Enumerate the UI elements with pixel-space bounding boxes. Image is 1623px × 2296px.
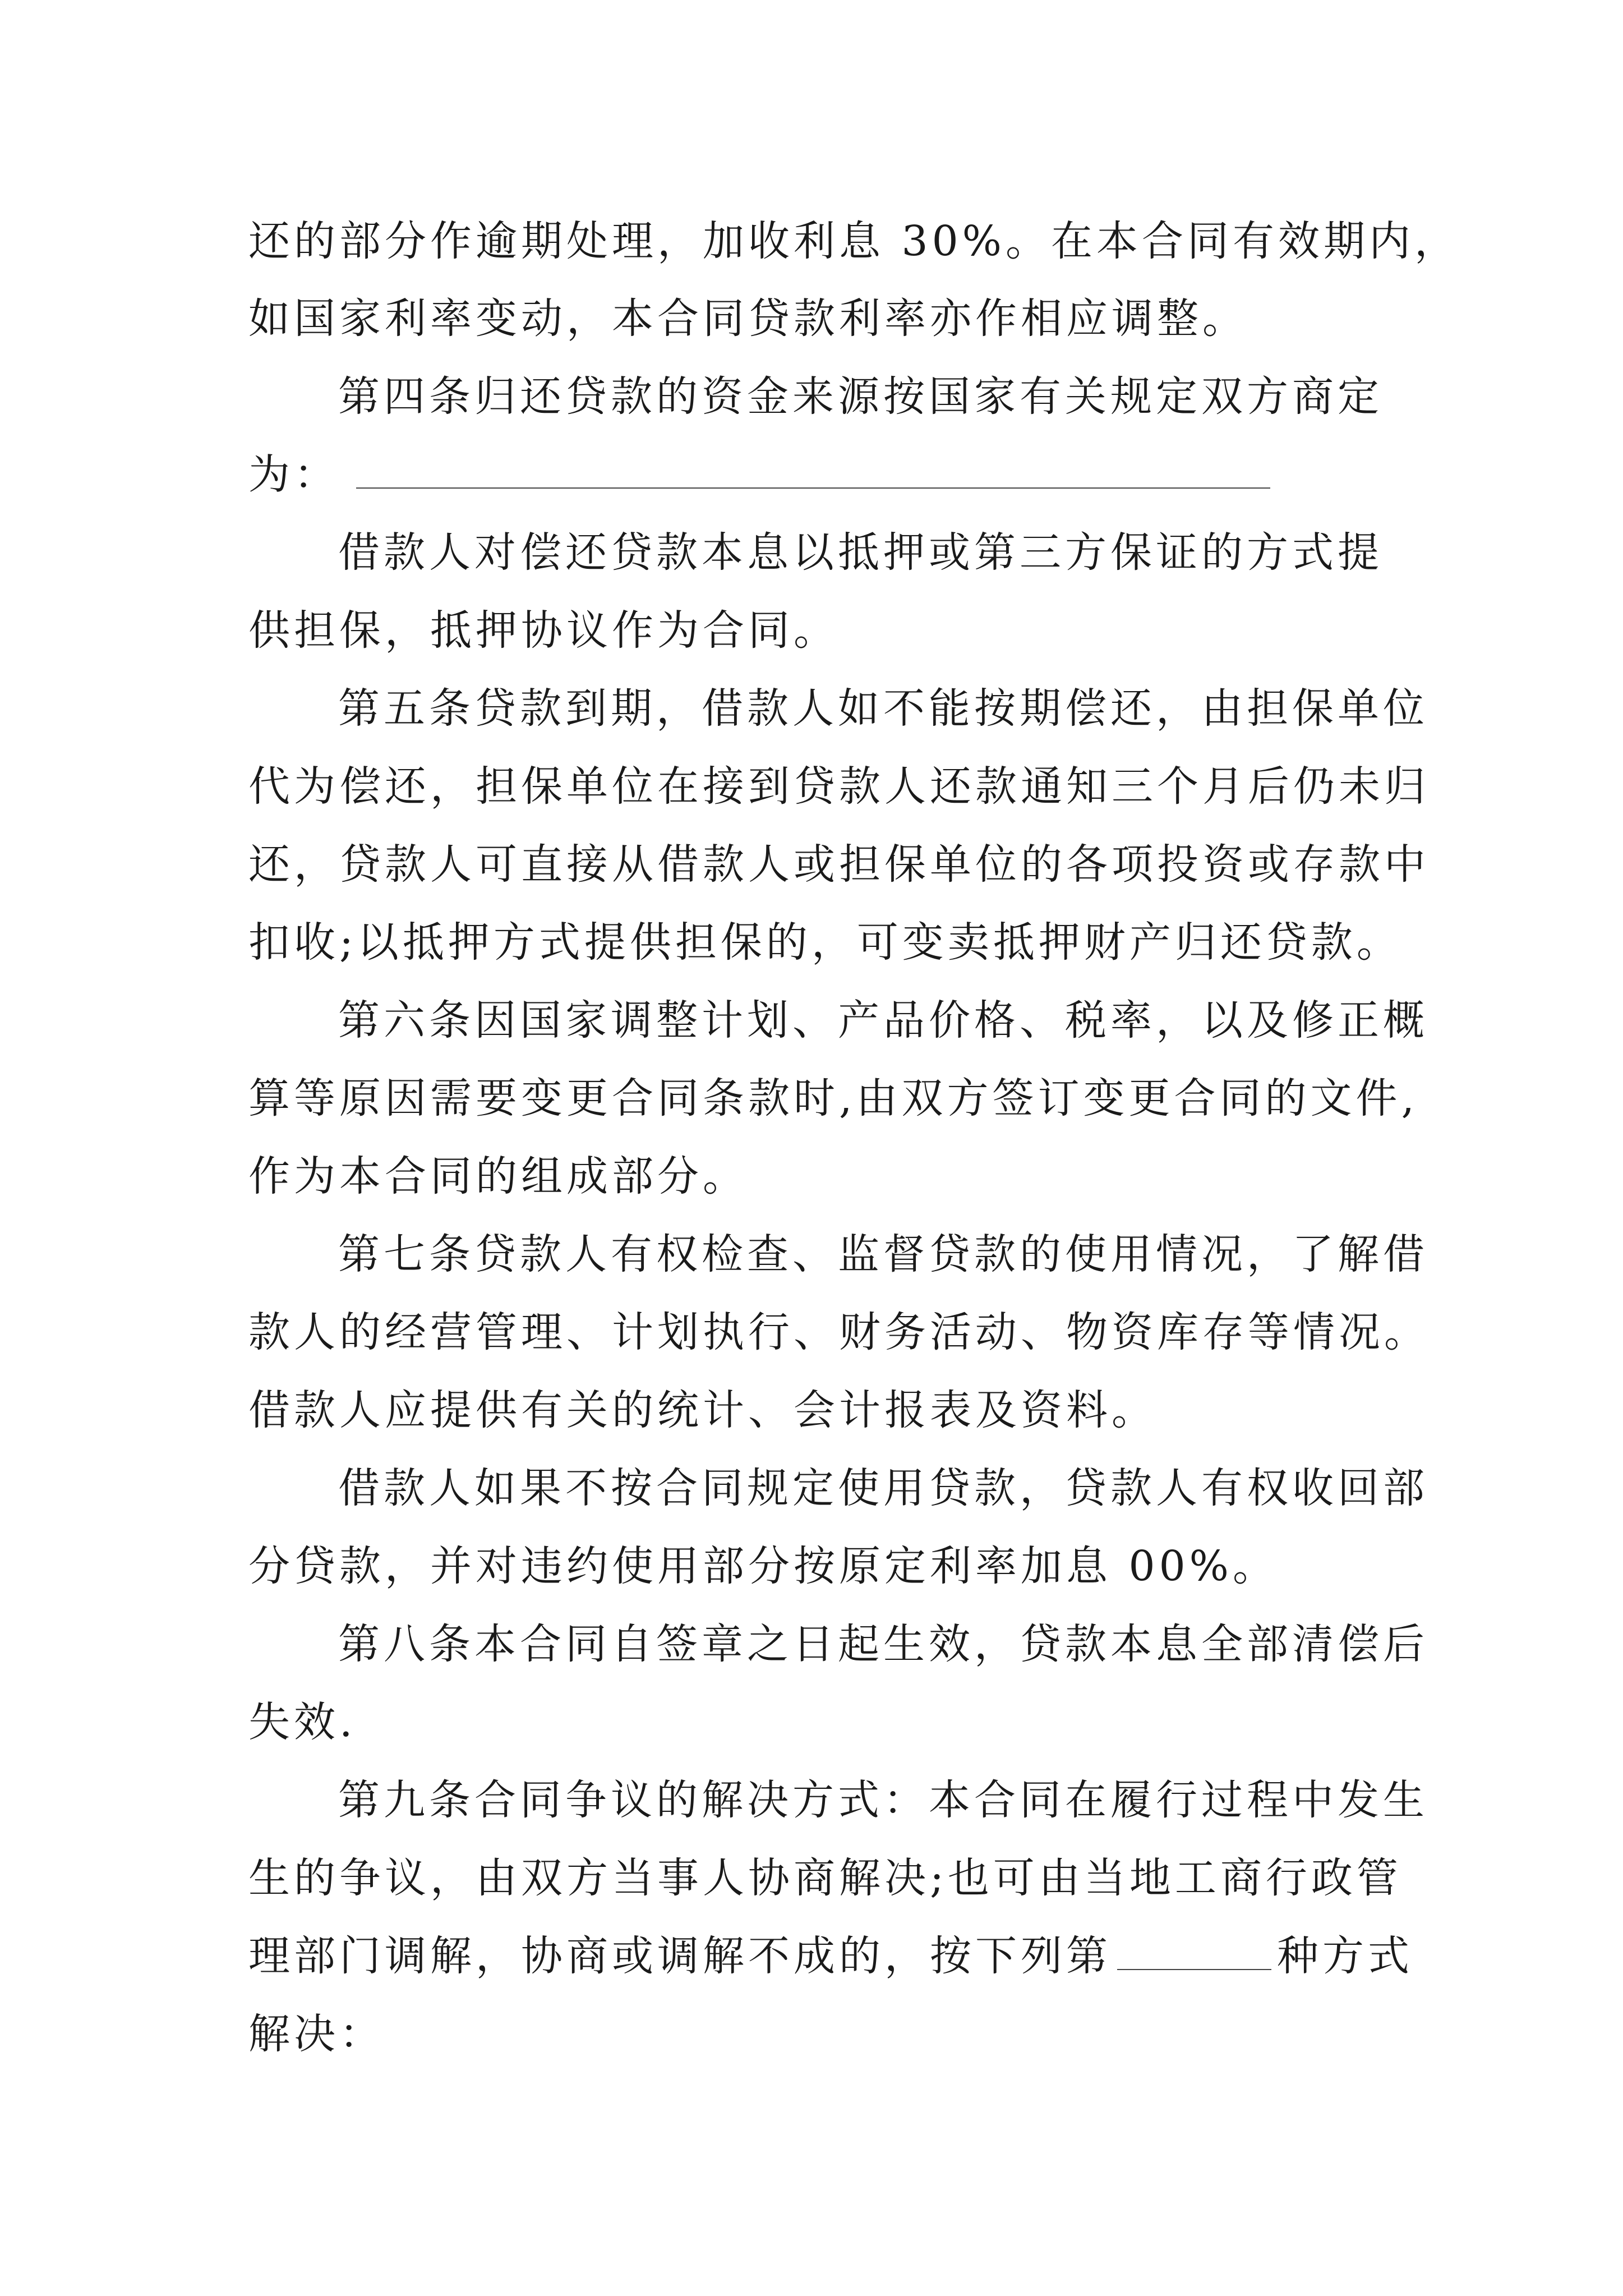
text-line: 借款人如果不按合同规定使用贷款，贷款人有权收回部: [338, 1464, 1428, 1512]
text-line: 作为本合同的组成部分。: [248, 1152, 748, 1200]
text-line: 扣收;以抵押方式提供担保的，可变卖抵押财产归还贷款。: [248, 918, 1402, 967]
article-4-line: 第四条归还贷款的资金来源按国家有关规定双方商定: [338, 372, 1383, 421]
article-9-line: 第九条合同争议的解决方式：本合同在履行过程中发生: [338, 1776, 1428, 1824]
text-line: 代为偿还，担保单位在接到贷款人还款通知三个月后仍未归: [248, 762, 1430, 811]
fund-source-label: 为：: [248, 450, 339, 499]
text-line: 解决：: [248, 2010, 385, 2058]
dispute-method-prefix: 理部门调解，协商或调解不成的，按下列第: [248, 1932, 1112, 1980]
article-8-line: 第八条本合同自签章之日起生效，贷款本息全部清偿后: [338, 1620, 1428, 1668]
text-line: 如国家利率变动，本合同贷款利率亦作相应调整。: [248, 295, 1248, 343]
text-line: 供担保，抵押协议作为合同。: [248, 606, 839, 655]
text-line: 分贷款，并对违约使用部分按原定利率加息 00%。: [248, 1542, 1278, 1590]
text-line: 生的争议，由双方当事人协商解决;也可由当地工商行政管: [248, 1854, 1402, 1902]
text-line: 借款人应提供有关的统计、会计报表及资料。: [248, 1386, 1157, 1434]
article-6-line: 第六条因国家调整计划、产品价格、税率，以及修正概: [338, 996, 1428, 1045]
article-7-line: 第七条贷款人有权检查、监督贷款的使用情况，了解借: [338, 1230, 1428, 1278]
text-line: 还的部分作逾期处理，加收利息 30%。在本合同有效期内，: [248, 217, 1460, 265]
article-4-fund-source-line: [248, 441, 1387, 508]
text-line: 还，贷款人可直接从借款人或担保单位的各项投资或存款中: [248, 840, 1430, 889]
text-line: 失效.: [248, 1698, 357, 1746]
dispute-method-blank: [1117, 1968, 1271, 1970]
text-line: 款人的经营管理、计划执行、财务活动、物资库存等情况。: [248, 1308, 1430, 1356]
dispute-method-line: [248, 1922, 1413, 1990]
text-line: 借款人对偿还贷款本息以抵押或第三方保证的方式提: [338, 528, 1383, 577]
text-line: 算等原因需要变更合同条款时,由双方签订变更合同的文件,: [248, 1074, 1419, 1122]
fund-source-blank: [356, 487, 1270, 489]
article-5-line: 第五条贷款到期，借款人如不能按期偿还，由担保单位: [338, 684, 1428, 733]
dispute-method-suffix: 种方式: [1277, 1932, 1413, 1980]
